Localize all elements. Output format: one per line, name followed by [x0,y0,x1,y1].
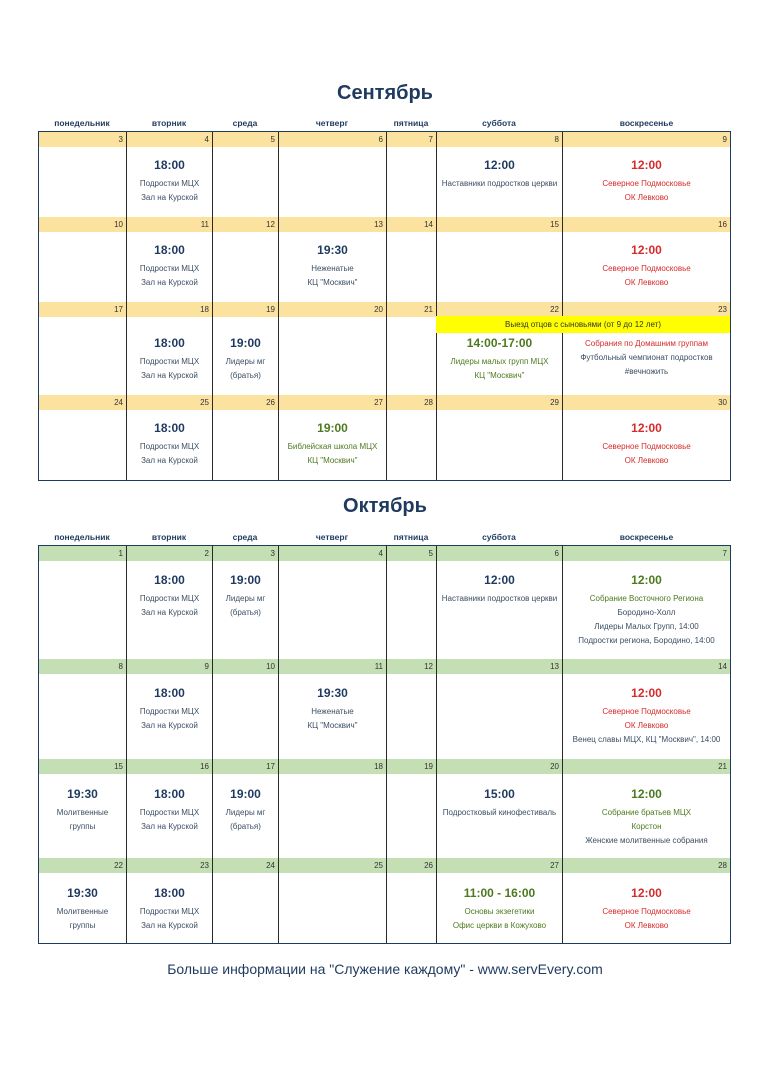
event-line: Собрание Восточного Региона [589,594,704,603]
day-number: 28 [387,395,436,410]
event [563,158,730,205]
day-cell[interactable] [39,858,127,943]
event-time: 18:00 [154,787,185,801]
event-line: Футбольный чемпионат подростков [580,353,713,362]
event [39,886,126,933]
day-number: 3 [213,546,278,561]
event-time: 12:00 [631,158,662,172]
day-number: 5 [213,132,278,147]
event-line: (братья) [230,371,261,380]
event [437,886,562,933]
event-time: 19:00 [230,336,261,350]
month-title-september: Сентябрь [337,82,433,104]
day-cell[interactable] [437,217,563,302]
day-number: 11 [127,217,212,232]
event [127,158,212,205]
event [279,243,386,290]
event-time: 19:00 [317,421,348,435]
weekday-mon: понедельник [54,118,110,128]
event-line: Зал на Курской [141,608,198,617]
event-line: #вечножить [624,367,669,376]
day-number: 2 [127,546,212,561]
event-line: Зал на Курской [141,371,198,380]
event-line: Неженатые [311,707,354,716]
day-cell[interactable] [127,132,213,217]
day-cell[interactable] [387,659,437,759]
day-cell[interactable] [279,395,387,480]
day-number: 11 [279,659,386,674]
event [437,336,562,383]
day-number: 20 [279,302,386,317]
weekday-fri: пятница [393,118,429,128]
day-cell[interactable] [213,759,279,858]
day-number: 16 [563,217,730,232]
day-cell[interactable] [563,858,730,943]
weekday-header-september [38,118,731,130]
event-time: 11:00 - 16:00 [463,886,536,900]
day-cell[interactable] [39,302,127,395]
weekday-sat: суббота [482,532,516,542]
day-cell[interactable] [213,217,279,302]
event-line: Подростки МЦХ [139,907,200,916]
event-time: 14:00-17:00 [466,336,533,350]
event-time: 19:00 [230,573,261,587]
weekday-thu: четверг [315,118,349,128]
event-line: Лидеры мг [225,808,266,817]
day-number: 7 [387,132,436,147]
event-line: Неженатые [311,264,354,273]
day-cell[interactable] [279,132,387,217]
weekday-wed: среда [232,532,258,542]
event [563,886,730,933]
day-number: 1 [39,546,126,561]
day-number: 13 [437,659,562,674]
weekday-header-october [38,532,731,544]
event-line: Зал на Курской [141,822,198,831]
day-cell[interactable] [387,546,437,659]
event-line: КЦ "Москвич" [307,278,358,287]
day-cell[interactable] [213,546,279,659]
day-number: 14 [387,217,436,232]
event-line: ОК Левково [624,193,669,202]
event-line: Зал на Курской [141,456,198,465]
day-cell[interactable] [387,217,437,302]
day-number: 30 [563,395,730,410]
month-title-october: Октябрь [343,495,427,517]
day-number: 9 [127,659,212,674]
event-line: Подростки региона, Бородино, 14:00 [578,636,715,645]
day-cell[interactable] [563,759,730,858]
event-time: 18:00 [154,243,185,257]
weekday-thu: четверг [315,532,349,542]
event [563,787,730,848]
day-cell[interactable] [213,302,279,395]
day-cell[interactable] [387,395,437,480]
day-number: 7 [563,546,730,561]
event-line: Северное Подмосковье [602,179,691,188]
event-line: ОК Левково [624,921,669,930]
day-cell[interactable] [39,546,127,659]
day-number: 8 [39,659,126,674]
day-number: 23 [127,858,212,873]
day-cell[interactable] [279,858,387,943]
event-line: Наставники подростков церкви [441,594,558,603]
day-number: 4 [279,546,386,561]
day-number: 9 [563,132,730,147]
day-cell[interactable] [39,759,127,858]
day-number: 20 [437,759,562,774]
day-cell[interactable] [279,759,387,858]
week-row [39,217,730,303]
event-time: 12:00 [631,421,662,435]
day-number: 4 [127,132,212,147]
event-line: (братья) [230,822,261,831]
day-number: 25 [279,858,386,873]
event-line: Зал на Курской [141,721,198,730]
day-number: 19 [213,302,278,317]
event-line: КЦ "Москвич" [474,371,525,380]
event [127,787,212,834]
day-number: 26 [387,858,436,873]
weekday-mon: понедельник [54,532,110,542]
day-cell[interactable] [563,395,730,480]
day-cell[interactable] [437,395,563,480]
event-line: Собрание братьев МЦХ [601,808,692,817]
day-number: 21 [387,302,436,317]
event-time: 18:00 [154,686,185,700]
event-line: группы [69,921,96,930]
day-number: 19 [387,759,436,774]
day-number: 22 [39,858,126,873]
week-row [39,659,730,760]
day-cell[interactable] [213,395,279,480]
day-cell[interactable] [437,858,563,943]
event [437,573,562,606]
week-row [39,132,730,218]
event-line: Молитвенные [56,907,109,916]
day-cell[interactable] [279,546,387,659]
event-line: ОК Левково [624,456,669,465]
event-line: Лидеры мг [225,357,266,366]
day-cell[interactable] [387,759,437,858]
day-cell[interactable] [437,759,563,858]
day-cell[interactable] [127,759,213,858]
day-cell[interactable] [127,858,213,943]
day-number: 15 [437,217,562,232]
event-line: Основы экзегетики [464,907,535,916]
weekday-sun: воскресенье [619,532,674,542]
event [563,686,730,747]
event-line: Подростки МЦХ [139,357,200,366]
event-line: Подростки МЦХ [139,808,200,817]
day-cell[interactable] [387,132,437,217]
event [39,787,126,834]
week-row [39,759,730,859]
day-cell[interactable] [127,546,213,659]
day-number: 6 [279,132,386,147]
day-number: 23 [563,302,730,317]
weekday-tue: вторник [151,532,187,542]
event-time: 18:00 [154,158,185,172]
day-cell[interactable] [213,858,279,943]
day-number: 24 [213,858,278,873]
day-number: 27 [437,858,562,873]
event [127,336,212,383]
event-line: КЦ "Москвич" [307,456,358,465]
event-line: Библейская школа МЦХ [287,442,378,451]
event-line: Наставники подростков церкви [441,179,558,188]
event-line: Лидеры мг [225,594,266,603]
day-number: 18 [127,302,212,317]
event-line: Молитвенные [56,808,109,817]
event-line: Собрания по Домашним группам [585,339,708,348]
event-time: 18:00 [154,336,185,350]
day-cell[interactable] [39,395,127,480]
day-cell[interactable] [387,858,437,943]
day-number: 21 [563,759,730,774]
day-cell[interactable] [279,217,387,302]
event [127,886,212,933]
day-cell[interactable] [39,132,127,217]
event-line: (братья) [230,608,261,617]
event-line: Подростки МЦХ [139,264,200,273]
week-row [39,858,730,943]
event-banner: Выезд отцов с сыновьями (от 9 до 12 лет) [436,316,730,333]
event-time: 19:30 [67,787,98,801]
day-number: 17 [39,302,126,317]
event-line: Зал на Курской [141,921,198,930]
day-number: 27 [279,395,386,410]
event-line: Бородино-Холл [617,608,676,617]
day-cell[interactable] [563,546,730,659]
day-cell[interactable] [39,659,127,759]
weekday-tue: вторник [151,118,187,128]
event [437,158,562,191]
event [563,337,730,379]
day-cell[interactable] [127,659,213,759]
day-number: 10 [213,659,278,674]
event [127,243,212,290]
day-cell[interactable] [213,132,279,217]
event-time: 15:00 [484,787,515,801]
day-cell[interactable] [563,217,730,302]
day-number: 18 [279,759,386,774]
event-line: Северное Подмосковье [602,907,691,916]
day-cell[interactable] [563,659,730,759]
day-number: 12 [387,659,436,674]
event [563,421,730,468]
weekday-sun: воскресенье [619,118,674,128]
day-number: 26 [213,395,278,410]
day-cell[interactable] [437,659,563,759]
event-line: Подростки МЦХ [139,179,200,188]
week-row [39,395,730,480]
event-time: 12:00 [631,243,662,257]
event [127,573,212,620]
event-line: Северное Подмосковье [602,264,691,273]
day-number: 3 [39,132,126,147]
event-line: Офис церкви в Кожухово [452,921,547,930]
event-line: Подростки МЦХ [139,442,200,451]
event-line: Лидеры малых групп МЦХ [450,357,549,366]
event-line: Лидеры Малых Групп, 14:00 [594,622,699,631]
event [437,787,562,820]
event-time: 19:30 [317,243,348,257]
day-number: 17 [213,759,278,774]
event [563,243,730,290]
calendar-september [38,131,731,481]
event-time: 19:00 [230,787,261,801]
event-time: 12:00 [484,158,515,172]
day-cell[interactable] [279,659,387,759]
day-number: 15 [39,759,126,774]
day-number: 29 [437,395,562,410]
event [127,421,212,468]
day-cell[interactable] [563,132,730,217]
event-time: 12:00 [631,886,662,900]
event-time: 18:00 [154,886,185,900]
day-cell[interactable] [39,217,127,302]
day-cell[interactable] [437,132,563,217]
day-cell[interactable] [127,302,213,395]
day-number: 13 [279,217,386,232]
day-cell[interactable] [387,302,437,395]
event-line: Венец славы МЦХ, КЦ "Москвич", 14:00 [572,735,721,744]
event-time: 12:00 [631,573,662,587]
day-cell[interactable] [127,217,213,302]
day-number: 10 [39,217,126,232]
day-number: 14 [563,659,730,674]
event-time: 12:00 [484,573,515,587]
event-time: 12:00 [631,686,662,700]
day-cell[interactable] [437,546,563,659]
week-row [39,546,730,660]
event [563,573,730,648]
event-line: группы [69,822,96,831]
day-cell[interactable] [279,302,387,395]
event-time: 19:30 [317,686,348,700]
footer-info-link[interactable]: Больше информации на "Служение каждому" - www.servEvery.com [167,961,603,977]
event [279,686,386,733]
event-line: Зал на Курской [141,278,198,287]
event [279,421,386,468]
weekday-fri: пятница [393,532,429,542]
event-line: Зал на Курской [141,193,198,202]
day-number: 24 [39,395,126,410]
weekday-sat: суббота [482,118,516,128]
day-cell[interactable] [127,395,213,480]
day-number: 5 [387,546,436,561]
event-time: 19:30 [67,886,98,900]
event-line: Северное Подмосковье [602,442,691,451]
event [213,787,278,834]
event-line: ОК Левково [624,721,669,730]
calendar-october [38,545,731,944]
day-number: 8 [437,132,562,147]
event-line: Подростки МЦХ [139,707,200,716]
event [213,336,278,383]
event-time: 12:00 [631,787,662,801]
event-time: 18:00 [154,573,185,587]
weekday-wed: среда [232,118,258,128]
day-number: 25 [127,395,212,410]
day-cell[interactable] [213,659,279,759]
event-line: Северное Подмосковье [602,707,691,716]
event [213,573,278,620]
event-time: 18:00 [154,421,185,435]
day-number: 22 [437,302,562,317]
event-line: ОК Левково [624,278,669,287]
day-number: 28 [563,858,730,873]
event-line: КЦ "Москвич" [307,721,358,730]
event-line: Корстон [631,822,662,831]
day-number: 16 [127,759,212,774]
event-line: Женские молитвенные собрания [585,836,708,845]
event-line: Подростковый кинофестиваль [442,808,557,817]
event [127,686,212,733]
day-number: 12 [213,217,278,232]
day-number: 6 [437,546,562,561]
event-line: Подростки МЦХ [139,594,200,603]
